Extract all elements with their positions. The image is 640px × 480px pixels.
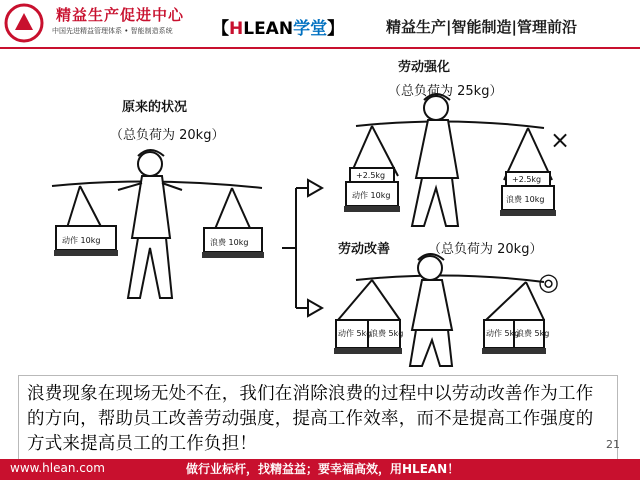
title-h: H: [229, 19, 244, 39]
improved-left-a-label: 动作 5kg: [338, 329, 372, 338]
brand-subtitle: 中国先进精益管理体系 • 智能制造系统: [52, 27, 173, 35]
improved-left-b-label: 浪费 5kg: [370, 329, 404, 338]
caption-box: [18, 375, 618, 461]
brand-name: 精益生产促进中心: [56, 6, 185, 24]
arrow-upper: [308, 180, 322, 196]
worker-intensified-figure: [412, 94, 458, 226]
intensified-left-basket-label: 动作 10kg: [352, 191, 391, 200]
worker-improved-figure: [410, 254, 452, 366]
improved-right-a-label: 动作 5kg: [486, 329, 520, 338]
caption-text: 浪费现象在现场无处不在，我们在消除浪费的过程中以劳动改善作为工作的方向，帮助员工改善劳动强度，提高工作效率，而不是提高工作强度的方式来提高员工的工作负担！: [27, 384, 594, 454]
original-right-basket-label: 浪费 10kg: [210, 238, 249, 247]
original-state-load: （总负荷为 20kg）: [110, 128, 225, 143]
original-left-basket-label: 动作 10kg: [62, 236, 101, 245]
intensified-right-top-label: +2.5kg: [512, 175, 542, 184]
page-number: 21: [606, 438, 620, 451]
intensified-title: 劳动强化: [398, 60, 451, 75]
intensified-left-top-label: +2.5kg: [356, 171, 386, 180]
intensified-right-basket-label: 浪费 10kg: [506, 195, 545, 204]
bracket-right: 】: [327, 19, 345, 39]
illustration: [0, 48, 640, 378]
intensified-load: （总负荷为 25kg）: [388, 84, 503, 99]
improved-right-b-label: 浪费 5kg: [516, 329, 550, 338]
bracket-left: 【: [212, 19, 229, 39]
logo-icon: [4, 3, 44, 43]
hlean-title: [212, 14, 344, 39]
original-state-title: 原来的状况: [122, 100, 188, 115]
improved-pole: [356, 275, 544, 282]
improved-load: （总负荷为 20kg）: [428, 242, 543, 257]
footer-slogan: 做行业标杆，找精益益；要幸福高效，用HLEAN！: [186, 462, 460, 476]
branch-bracket: [282, 188, 316, 308]
title-lean: LEAN: [243, 19, 294, 39]
title-xuetang: 学堂: [293, 19, 328, 39]
footer-url-link[interactable]: www.hlean.com: [10, 461, 105, 475]
intensified-cross-mark: ×: [550, 126, 571, 154]
improved-double-circle-mark: ◎: [538, 268, 559, 296]
worker-original-figure: [118, 150, 182, 298]
improved-title: 劳动改善: [338, 242, 391, 257]
arrow-lower: [308, 300, 322, 316]
header-slogan: 精益生产|智能制造|管理前沿: [386, 18, 577, 36]
